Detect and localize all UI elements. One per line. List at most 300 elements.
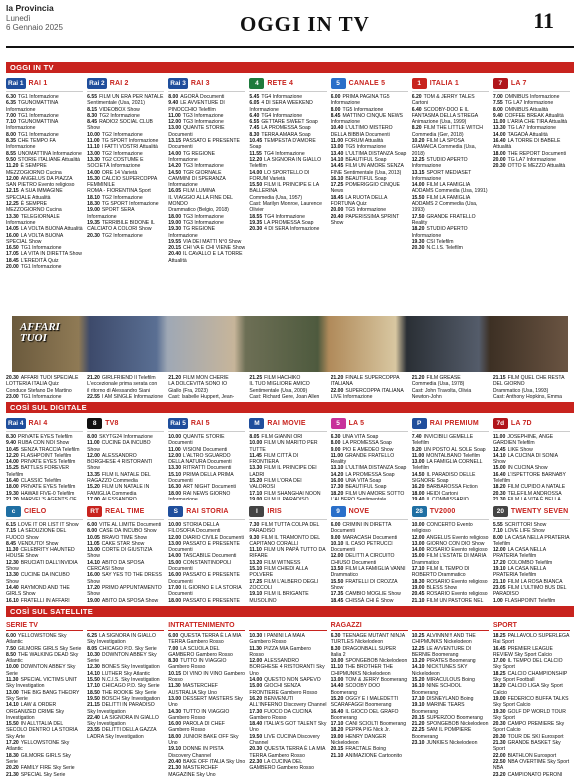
programme-time: 12.25 bbox=[411, 156, 425, 163]
programme-time: 16.00 bbox=[6, 232, 19, 239]
programme-title: Cast: Richard Gere, Joan Allen bbox=[249, 393, 320, 400]
programme-list bbox=[168, 522, 245, 604]
programme-title: UN POSTO AL SOLE Soap bbox=[423, 446, 486, 453]
programme-time: 14.00 bbox=[6, 459, 19, 466]
channel-column bbox=[6, 504, 83, 604]
channel-logo: RT bbox=[87, 506, 102, 517]
programme-title: CUCINE DA INCUBO Show bbox=[6, 572, 70, 585]
channel-logo: 8 bbox=[87, 418, 102, 429]
programme-time: 16.00 bbox=[168, 721, 182, 728]
programme-item bbox=[249, 579, 326, 592]
programme-item bbox=[168, 560, 245, 573]
channel-header bbox=[331, 416, 408, 432]
programme-time: 19.50 bbox=[249, 733, 263, 740]
programme-title: LA CUCINA DI SONIA Show bbox=[492, 452, 558, 466]
programme-title: LE AVVENTURE DI PINOCCHIO Telefilm bbox=[168, 100, 225, 113]
programme-time: 20.30 bbox=[492, 490, 506, 497]
programme-title: CHE TEMPO FA Informazione bbox=[6, 138, 56, 151]
programme-title: TG LA7 Informazione bbox=[507, 156, 557, 163]
programme-time: 12.25 bbox=[411, 645, 425, 652]
programme-item bbox=[87, 233, 164, 239]
programme-time: 8.50 bbox=[6, 651, 16, 658]
page-header bbox=[0, 0, 580, 58]
programme-title: SCOOBY DOO Boomerang bbox=[330, 683, 381, 696]
channel-header bbox=[493, 76, 570, 92]
channel-name: RAI 2 bbox=[109, 80, 129, 87]
programme-title: THE WALKING DEAD Sky Atlantic bbox=[6, 651, 79, 665]
programme-list bbox=[412, 375, 489, 400]
programme-item bbox=[493, 497, 570, 500]
programme-time: 20.15 bbox=[411, 714, 425, 721]
programme-time: 23.55 bbox=[87, 727, 100, 734]
programme-title: TG REGIONE Informazione bbox=[168, 150, 216, 163]
programme-title: FILM WITNESS bbox=[264, 559, 301, 566]
programme-title: L'ULTIMA DISTANZA Soap bbox=[345, 150, 407, 157]
programme-title: ABITO DA SPOSA CERCASI Show bbox=[87, 559, 144, 573]
programme-time: 19.00 bbox=[411, 584, 425, 591]
programme-time: 7.00 bbox=[6, 112, 16, 119]
programme-list bbox=[412, 434, 489, 500]
programme-title: YELLOWSTONE Sky Atlantic bbox=[6, 740, 70, 753]
channel-header bbox=[6, 76, 83, 92]
programme-item bbox=[168, 658, 245, 671]
programme-item bbox=[331, 163, 408, 176]
programme-time: 10.45 bbox=[6, 446, 19, 453]
programme-time: 20.30 bbox=[411, 245, 425, 252]
programme-time: 22.40 bbox=[87, 714, 100, 721]
programme-title: SPORT SERA Informazione bbox=[87, 207, 135, 220]
programme-time: 13.20 bbox=[249, 559, 263, 566]
programme-title: TASCABILE Documenti bbox=[183, 553, 237, 560]
programme-time: 19.35 bbox=[249, 219, 263, 226]
programme-title: RAI NEWS GIORNO Informazione bbox=[168, 490, 231, 500]
programme-time: 21.30 bbox=[492, 496, 506, 500]
programme-item bbox=[249, 497, 326, 500]
programme-title: ANGELUS Evento religioso bbox=[426, 534, 489, 541]
programme-time: 20.00 bbox=[6, 264, 19, 271]
programme-title: FILM UN AMORE SOTTO L'ALBERO Sentimentale bbox=[330, 490, 405, 500]
channel-header bbox=[493, 416, 570, 432]
programme-time: 10.15 bbox=[168, 670, 182, 677]
programme-time: 17.35 bbox=[330, 591, 344, 598]
programme-title: TELEGIORNALE Informazione bbox=[6, 213, 60, 226]
programme-list bbox=[331, 94, 408, 226]
programme-title: TG1 Informazione bbox=[20, 264, 62, 271]
programme-item bbox=[168, 125, 245, 138]
programme-item bbox=[412, 566, 489, 579]
programme-time: 12.15 bbox=[6, 188, 19, 195]
programme-title: il ritorno di Alessandro Siani bbox=[87, 387, 150, 394]
channel-header bbox=[331, 76, 408, 92]
programme-title: BENVENUTI ALL'INFERNO Discovery Channel bbox=[249, 695, 327, 709]
programme-time: 14.10 bbox=[87, 670, 100, 677]
programme-title: STUDIO APERTO Informazione bbox=[411, 156, 468, 170]
programme-time: 8.45 bbox=[87, 119, 98, 126]
programme-title: CLASSIC Telefilm bbox=[20, 478, 62, 485]
programme-item bbox=[6, 528, 83, 541]
programme-title: BAKE OFF ITALIA Sky Uno bbox=[183, 758, 246, 765]
programme-item bbox=[87, 633, 164, 646]
programme-title: DELITTI DELLA GAZZA LADRA Sky Investigation bbox=[87, 727, 157, 740]
programme-time: 18.45 bbox=[330, 597, 344, 604]
evening-listing bbox=[412, 375, 489, 400]
evening-listing bbox=[168, 375, 245, 400]
channel-name: RAI MOVIE bbox=[267, 420, 306, 427]
programme-title: DELITTI IN PARADISO Sky Investigation bbox=[87, 702, 155, 715]
channel-column bbox=[493, 76, 570, 314]
programme-title: FILM UN ERA PER NATALE Sentimentale (Usa, 2021) bbox=[87, 94, 164, 107]
channel-header bbox=[87, 504, 164, 520]
programme-title: GRANDE FRATELLO Reality bbox=[411, 213, 476, 226]
channel-name: LA 7 bbox=[510, 80, 527, 87]
programme-time: 6.25 bbox=[87, 633, 98, 639]
programme-title: PRIMA DELLA PRIMA Documenti bbox=[168, 471, 234, 485]
programme-title: CANI SCIOLTI Boomerang bbox=[345, 721, 407, 728]
programme-time: 8.30 bbox=[87, 112, 98, 119]
programme-title: LA CASA NELLA PRATERIA Telefilm bbox=[492, 547, 546, 560]
programme-time: 15.50 bbox=[6, 721, 19, 728]
programme-title: FILM GREASE bbox=[426, 375, 461, 381]
programme-time: 6.40 bbox=[411, 106, 422, 113]
programme-title: FILM CUPIDO A NATALE bbox=[507, 484, 566, 491]
programme-title: LOVE IT OR LIST IT Show bbox=[17, 522, 79, 528]
programme-list bbox=[331, 375, 408, 400]
programme-time: 20.30 bbox=[492, 733, 506, 740]
programme-title: CHICAGO P.D. Sky Serie bbox=[99, 645, 157, 652]
programme-title: GRANDE BASKET Sky Sport bbox=[492, 740, 561, 753]
programme-title: FINALE SUPERCOPPA ITALIANA bbox=[330, 375, 400, 388]
programme-time: 14.20 bbox=[330, 471, 344, 478]
programme-title: THE ROOKIE Sky Serie bbox=[101, 689, 157, 696]
programme-time: 9.00 bbox=[330, 534, 341, 541]
programme-item bbox=[412, 107, 489, 126]
programme-time: 9.30 bbox=[249, 534, 260, 541]
programme-time: 20.30 bbox=[249, 746, 263, 753]
programme-title: FEDERICO BUFFA TALKS Sky Sport Calcio bbox=[492, 695, 569, 709]
programme-title: ROMA - FIORENTINA Sport bbox=[87, 188, 151, 195]
programme-time: 13.30 bbox=[492, 125, 506, 132]
programme-title: TERRA AMARA Soap bbox=[261, 131, 311, 138]
programme-title: PASSATO E PRESENTE Documenti bbox=[168, 138, 240, 151]
programme-item bbox=[331, 646, 408, 659]
programme-item bbox=[87, 585, 164, 598]
programme-title: SKYTG24 Informazione bbox=[99, 434, 153, 440]
evening-listing bbox=[87, 375, 164, 400]
channel-name: RAI STORIA bbox=[186, 508, 229, 515]
satellite-column bbox=[168, 620, 245, 778]
programme-title: FILM UN PASTORE NEL bbox=[426, 597, 484, 604]
programme-title: SPORT MEDIASET Informazione bbox=[411, 169, 472, 182]
channel-name: ITALIA 1 bbox=[429, 80, 459, 87]
programme-title: TG5 Informazione bbox=[345, 207, 387, 214]
programme-title: TG1 Informazione bbox=[20, 393, 62, 400]
programme-item bbox=[493, 658, 570, 671]
channel-logo: 4 bbox=[249, 78, 264, 89]
programme-item bbox=[168, 765, 245, 778]
channel-column bbox=[493, 416, 570, 500]
programme-title: Drammatico (Usa, 1993) bbox=[492, 387, 549, 394]
programme-title: SPONGEBOB Nickelodeon bbox=[426, 721, 489, 728]
programme-title: DELITTI A CIRCUITO CHIUSO Documenti bbox=[330, 553, 395, 566]
satellite-category bbox=[249, 620, 326, 631]
satellite-category: SERIE TV bbox=[6, 620, 83, 631]
channel-column bbox=[168, 76, 245, 314]
programme-time: 10.20 bbox=[411, 138, 425, 145]
programme-time: 22.00 bbox=[330, 387, 344, 394]
programme-title: ANGELUS DA PIAZZA SAN PIETRO Evento religioso bbox=[6, 175, 75, 189]
programme-title: LA RUOTA DELLA FORTUNA Quiz bbox=[330, 194, 388, 208]
programme-item bbox=[493, 453, 570, 466]
programme-time: 13.00 bbox=[168, 540, 182, 547]
programme-time: 14.00 bbox=[411, 547, 425, 554]
programme-time: 19.00 bbox=[87, 207, 100, 214]
programme-title: UNA VITA Soap bbox=[345, 478, 382, 485]
programme-time: 14.40 bbox=[330, 683, 344, 690]
programme-title: LA SIGNORA IN GIALLO Sky Investigation bbox=[87, 714, 159, 728]
programme-title: CAKE STAR Show bbox=[101, 540, 145, 547]
programme-item bbox=[6, 598, 83, 604]
programme-time: 18.00 bbox=[6, 484, 19, 491]
programme-title: LA TORRE DI BABELE Attualità bbox=[492, 138, 561, 151]
programme-title: OMNIBUS Informazione bbox=[504, 94, 560, 100]
programme-title: GILMORE GIRLS Sky Serie bbox=[6, 752, 71, 765]
channel-name: RETE 4 bbox=[267, 80, 294, 87]
programme-title: STORIE ITALIANE Attualità bbox=[17, 156, 81, 163]
programme-title: FILM L'ALBERO DEGLI ZOCCOLI bbox=[249, 578, 319, 591]
programme-title: CHI VA E CHI VIENE Show bbox=[183, 245, 246, 252]
programme-item bbox=[493, 598, 570, 604]
programme-item bbox=[87, 484, 164, 497]
programme-time: 6.30 bbox=[330, 434, 341, 440]
programme-title: MATTINO CINQUE NEWS Informazione bbox=[330, 112, 403, 126]
programme-title: TERRIBILE BIDONE IL CALCIATO A COLORI Show bbox=[87, 219, 155, 233]
programme-time: 19.00 bbox=[492, 695, 506, 702]
programme-item bbox=[331, 522, 408, 535]
channel-name: RAI 4 bbox=[28, 420, 48, 427]
programme-time: 12.00 bbox=[168, 119, 182, 126]
programme-item bbox=[493, 709, 570, 722]
programme-title: DONNE IN PISTA Discovery Channel bbox=[168, 746, 224, 759]
programme-title: NBA OVERTIME Sky Sport NBA bbox=[492, 758, 570, 772]
programme-title: LOVE LIFE Show bbox=[504, 528, 545, 535]
programme-title: TG1 Informazione bbox=[17, 94, 59, 100]
programme-time: 19.50 bbox=[87, 695, 100, 702]
programme-title: TG5 Informazione bbox=[345, 144, 387, 151]
programme-item bbox=[249, 453, 326, 466]
programme-time: 17.10 bbox=[411, 566, 425, 573]
programme-time: 15.20 bbox=[411, 677, 425, 684]
programme-title: L'ULTIMO MISTERO DELLA BIBBIA Documenti bbox=[330, 125, 393, 138]
programme-title: SAM IL POMPIERE Boomerang bbox=[411, 727, 472, 740]
programme-title: FILM CITTÀ DI FRONTIERA bbox=[249, 452, 299, 466]
programme-item bbox=[6, 560, 83, 573]
programme-time: 7.50 bbox=[6, 645, 16, 652]
programme-time: 18.00 bbox=[168, 213, 182, 220]
programme-time: 6.15 bbox=[6, 522, 16, 528]
programme-item bbox=[6, 233, 83, 246]
programme-time: 6.00 bbox=[87, 522, 98, 528]
programme-title: PRIVATE EYES Telefilm bbox=[17, 434, 73, 440]
programme-time: 11.00 bbox=[492, 119, 506, 126]
channel-column bbox=[249, 76, 326, 314]
programme-time: 15.50 bbox=[249, 182, 263, 189]
programme-item bbox=[331, 214, 408, 227]
programme-time: 10.00 bbox=[168, 434, 182, 440]
programme-title: QUESTA TERRA È LA MIA TERRA Gambero Rosso bbox=[168, 633, 242, 646]
programme-title: LA CASA NELLA PRATERIA Telefilm bbox=[492, 534, 570, 547]
programme-time: 11.00 bbox=[411, 452, 425, 459]
programme-item bbox=[331, 388, 408, 400]
programme-item bbox=[168, 633, 245, 646]
programme-title: BLESS Show bbox=[426, 584, 458, 591]
channel-logo: Rai 2 bbox=[89, 80, 105, 87]
programme-time: 13.15 bbox=[168, 138, 182, 145]
programme-title: OMNIBUS Attualità bbox=[504, 106, 549, 113]
programme-time: 18.00 bbox=[168, 597, 182, 604]
programme-time: 13.30 bbox=[6, 213, 19, 220]
programme-time: 15.00 bbox=[411, 553, 425, 560]
programme-time: 14.10 bbox=[411, 664, 425, 671]
programme-item bbox=[168, 696, 245, 709]
programme-item bbox=[493, 472, 570, 485]
programme-list bbox=[249, 434, 326, 500]
programme-title: FILM TUTTA COLPA DEL PARADISO bbox=[249, 522, 320, 535]
programme-time: 12.00 bbox=[168, 452, 182, 459]
programme-title: VISIONI Documenti bbox=[182, 446, 228, 453]
programme-title: MASTERCHEF MAGAZINE Sky Uno bbox=[168, 765, 219, 778]
programme-time: 22.00 bbox=[492, 752, 506, 759]
programme-title: BEAUTIFUL Soap bbox=[345, 175, 387, 182]
programme-time: 17.10 bbox=[330, 721, 344, 728]
programme-title: LE AVVENTURE DI BERNIE Boomerang bbox=[411, 645, 472, 658]
programme-item bbox=[493, 375, 570, 388]
programme-title: TEENAGE MUTANT NINJA TURTLES Nickelodeon bbox=[330, 633, 405, 646]
channel-column bbox=[412, 76, 489, 314]
programme-time: 17.00 bbox=[87, 496, 100, 500]
programme-title: BIATHLON Eurosport bbox=[507, 752, 557, 759]
channel-logo: Rai 1 bbox=[8, 80, 24, 87]
programme-title: VENDUTO! Show bbox=[17, 540, 59, 547]
programme-title: FILM LA VITA È BELLA bbox=[507, 496, 561, 500]
programme-title: QUANTE STORIE Documenti bbox=[168, 125, 225, 138]
programme-time: 10.45 bbox=[249, 138, 263, 145]
programme-time: 13.30 bbox=[168, 465, 182, 472]
channel-header bbox=[87, 416, 164, 432]
programme-item bbox=[6, 264, 83, 270]
programme-item bbox=[168, 138, 245, 151]
programme-time: 7.40 bbox=[411, 434, 422, 440]
programme-title: GRANDE FRATELLO Reality bbox=[330, 452, 395, 466]
programme-time: 13.00 bbox=[330, 144, 344, 151]
programme-title: IL GIOCO DEL GRAFO Boomerang bbox=[330, 708, 399, 721]
programme-time: 11.45 bbox=[249, 452, 262, 459]
programme-time: 9.40 bbox=[168, 100, 179, 107]
programme-time: 20.40 bbox=[330, 213, 344, 220]
programme-item bbox=[412, 245, 489, 251]
programme-time: 10.00 bbox=[249, 440, 263, 447]
programme-item bbox=[6, 176, 83, 189]
programme-title: TG4 Informazione bbox=[263, 150, 305, 157]
programme-item bbox=[249, 591, 326, 604]
programme-title: GIOCHI SENZA FRONTIERE Gambero Rosso bbox=[249, 683, 318, 696]
programme-time: 17.10 bbox=[249, 490, 263, 497]
programme-title: SCOOBY-DOO E IL FANTASMA DELLA STREGA Animazione (Usa, 1999) bbox=[411, 106, 478, 126]
programme-time: 11.00 bbox=[330, 452, 344, 459]
programme-item bbox=[412, 553, 489, 566]
channel-logo: Rai 5 bbox=[170, 420, 186, 427]
date: 6 Gennaio 2025 bbox=[6, 23, 63, 32]
programme-item bbox=[249, 138, 326, 151]
channel-logo: P bbox=[412, 418, 427, 429]
programme-item bbox=[87, 176, 164, 189]
programme-time: 8.00 bbox=[492, 534, 503, 541]
programme-time: 19.10 bbox=[492, 566, 506, 573]
programme-time: 14.50 bbox=[411, 471, 425, 478]
programme-time: 20.30 bbox=[249, 226, 263, 233]
programme-item bbox=[249, 566, 326, 579]
programme-title: N.C.I.S. Telefilm bbox=[426, 245, 463, 252]
programme-item bbox=[249, 465, 326, 478]
programme-time: 19.30 bbox=[492, 708, 506, 715]
channel-column bbox=[249, 416, 326, 500]
programme-time: 22.30 bbox=[249, 758, 263, 765]
satellite-column bbox=[412, 620, 489, 778]
channel-logo: 9 bbox=[331, 506, 346, 517]
page-number: 11 bbox=[533, 8, 554, 33]
programme-time: 11.10 bbox=[249, 547, 262, 554]
channel-column bbox=[331, 416, 408, 500]
satellite-column bbox=[331, 620, 408, 778]
programme-item bbox=[168, 100, 245, 113]
programme-time: 18.30 bbox=[6, 752, 19, 759]
programme-time: 11.00 bbox=[168, 112, 181, 119]
programme-item bbox=[6, 585, 83, 598]
programme-title: TOM & JERRY TALES Cartoni bbox=[411, 94, 475, 107]
programme-title: LA CUCINA DEL GAMBERO Gambero Rosso bbox=[249, 758, 314, 772]
programme-item bbox=[168, 394, 245, 400]
programme-title: PEPPA PIG Nick Jr. bbox=[345, 727, 390, 734]
programme-item bbox=[6, 497, 83, 500]
channel-header bbox=[168, 76, 245, 92]
programme-title: GIRLFRIEND II Telefilm bbox=[101, 375, 156, 381]
programme-item bbox=[6, 465, 83, 478]
programme-time: 20.15 bbox=[168, 245, 182, 252]
programme-title: JUNKIES Nickelodeon bbox=[426, 740, 478, 747]
programme-time: 10.25 bbox=[411, 633, 425, 639]
programme-item bbox=[412, 459, 489, 472]
programme-title: PASSATO E PRESENTE bbox=[183, 597, 240, 604]
programme-title: ART NIGHT Documenti bbox=[183, 484, 236, 491]
programme-title: CUCINE DA INCUBO Show bbox=[87, 440, 151, 453]
programme-item bbox=[331, 683, 408, 696]
programme-title: Conduce Stefano De Martino bbox=[6, 387, 72, 394]
programme-time: 6.30 bbox=[330, 633, 341, 639]
programme-time: 18.45 bbox=[6, 257, 19, 264]
programme-time: 8.45 bbox=[6, 540, 16, 547]
evening-listing bbox=[493, 375, 570, 400]
programme-title: ANIMAZIONE Cartoonito bbox=[345, 752, 402, 759]
programme-item bbox=[493, 394, 570, 400]
programme-time: 12.45 bbox=[492, 446, 506, 453]
programme-title: STUDIO APERTO Informazione bbox=[411, 226, 468, 239]
programme-item bbox=[331, 664, 408, 677]
programme-title: FUOCO DA CUCINA Gambero Rosso bbox=[249, 708, 312, 721]
programme-title: PIZZA MIA Gambero Rosso bbox=[249, 645, 311, 658]
programme-photo-strip bbox=[12, 316, 568, 372]
programme-title: FILM L'ESTATE DI MARIA Drammatico bbox=[411, 553, 487, 566]
programme-item bbox=[87, 727, 164, 740]
programme-time: 16.50 bbox=[6, 245, 19, 252]
